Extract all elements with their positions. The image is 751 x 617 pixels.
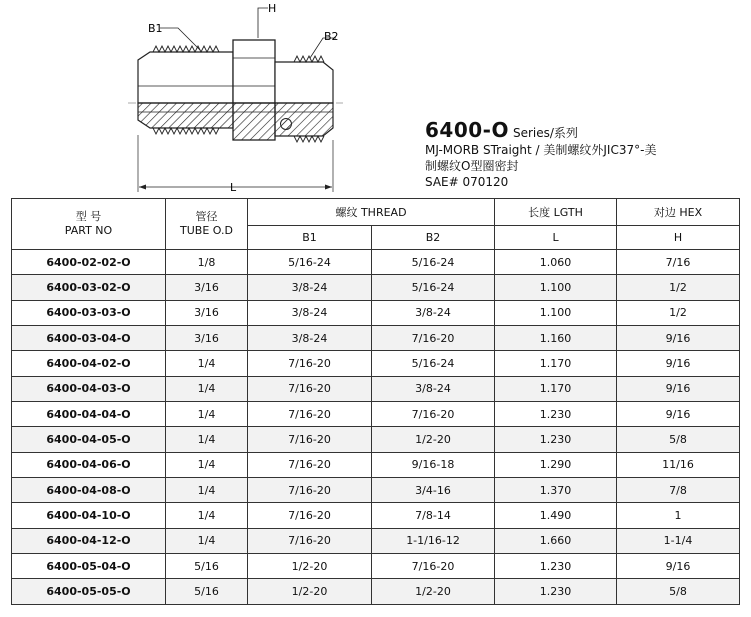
table-row (12, 250, 740, 275)
hex-cell: 1 (617, 503, 740, 528)
hex-cell: 1/2 (617, 300, 740, 325)
header-b1: B1 (248, 226, 372, 250)
b1-thread-cell: 1/2-20 (248, 554, 372, 579)
length-cell: 1.660 (495, 528, 617, 553)
h-leader (258, 8, 268, 38)
series-heading (425, 118, 735, 142)
b2-thread-cell: 1/2-20 (372, 427, 495, 452)
spec-table-body (12, 250, 740, 605)
tube-od-cell: 1/8 (166, 250, 248, 275)
part-no-cell: 6400-03-04-O (12, 326, 166, 351)
hex-cell: 11/16 (617, 452, 740, 477)
b2-thread-cell: 5/16-24 (372, 275, 495, 300)
part-no-cell: 6400-05-04-O (12, 554, 166, 579)
b1-thread-cell: 3/8-24 (248, 275, 372, 300)
b2-label: B2 (324, 30, 339, 43)
hex-cell: 1/2 (617, 275, 740, 300)
b2-thread-cell: 7/16-20 (372, 554, 495, 579)
table-row (12, 326, 740, 351)
b1-thread-teeth-upper (153, 46, 219, 52)
part-no-cell: 6400-04-06-O (12, 452, 166, 477)
b1-thread-cell: 3/8-24 (248, 300, 372, 325)
table-row (12, 275, 740, 300)
header-part-no (12, 199, 166, 250)
length-cell: 1.370 (495, 478, 617, 503)
b1-thread-cell: 7/16-20 (248, 452, 372, 477)
b2-thread-body (275, 62, 333, 103)
length-cell: 1.230 (495, 427, 617, 452)
b2-thread-cell: 9/16-18 (372, 452, 495, 477)
l-arrow-left (139, 185, 146, 190)
table-row (12, 528, 740, 553)
tube-od-cell: 3/16 (166, 275, 248, 300)
part-no-cell: 6400-04-03-O (12, 376, 166, 401)
b1-thread-teeth-lower (153, 128, 219, 134)
table-row (12, 478, 740, 503)
table-row (12, 452, 740, 477)
b2-thread-cell: 1-1/16-12 (372, 528, 495, 553)
header-part-no-en: PART NO (64, 224, 113, 237)
part-no-cell: 6400-04-10-O (12, 503, 166, 528)
part-no-cell: 6400-03-03-O (12, 300, 166, 325)
length-cell: 1.290 (495, 452, 617, 477)
tube-od-cell: 1/4 (166, 402, 248, 427)
table-row (12, 402, 740, 427)
b1-thread-section (138, 103, 233, 128)
b2-thread-cell: 1/2-20 (372, 579, 495, 604)
b2-thread-cell: 3/4-16 (372, 478, 495, 503)
b2-thread-cell: 7/16-20 (372, 402, 495, 427)
part-no-cell: 6400-05-05-O (12, 579, 166, 604)
part-no-cell: 6400-04-04-O (12, 402, 166, 427)
b2-thread-cell: 7/16-20 (372, 326, 495, 351)
tube-od-cell: 5/16 (166, 554, 248, 579)
hex-cell: 9/16 (617, 402, 740, 427)
header-tube (166, 199, 248, 250)
length-cell: 1.230 (495, 579, 617, 604)
b1-thread-cell: 7/16-20 (248, 376, 372, 401)
table-row (12, 300, 740, 325)
header-thread: 螺纹 THREAD (248, 199, 495, 226)
hex-cell: 9/16 (617, 376, 740, 401)
hex-cell: 1-1/4 (617, 528, 740, 553)
header-b2: B2 (372, 226, 495, 250)
header-l: L (495, 226, 617, 250)
b2-thread-cell: 3/8-24 (372, 300, 495, 325)
length-cell: 1.490 (495, 503, 617, 528)
part-no-cell: 6400-03-02-O (12, 275, 166, 300)
b1-thread-cell: 7/16-20 (248, 478, 372, 503)
tube-od-cell: 1/4 (166, 452, 248, 477)
b1-thread-cell: 7/16-20 (248, 503, 372, 528)
l-label: L (230, 181, 237, 194)
table-row (12, 351, 740, 376)
b2-thread-cell: 5/16-24 (372, 250, 495, 275)
b2-thread-cell: 3/8-24 (372, 376, 495, 401)
tube-od-cell: 1/4 (166, 427, 248, 452)
series-code: 6400-O (425, 118, 509, 142)
length-cell: 1.170 (495, 351, 617, 376)
b1-thread-cell: 7/16-20 (248, 427, 372, 452)
hex-cell: 7/8 (617, 478, 740, 503)
length-cell: 1.230 (495, 402, 617, 427)
b1-thread-cell: 7/16-20 (248, 528, 372, 553)
table-row (12, 503, 740, 528)
part-no-cell: 6400-04-08-O (12, 478, 166, 503)
length-cell: 1.160 (495, 326, 617, 351)
tube-od-cell: 3/16 (166, 326, 248, 351)
length-cell: 1.170 (495, 376, 617, 401)
b1-thread-cell: 7/16-20 (248, 402, 372, 427)
hex-cell: 5/8 (617, 427, 740, 452)
header-length: 长度 LGTH (495, 199, 617, 226)
hex-cell: 9/16 (617, 326, 740, 351)
header-tube-cn: 管径 (195, 210, 218, 223)
hex-body (233, 40, 275, 103)
tube-od-cell: 5/16 (166, 579, 248, 604)
product-title-block (425, 118, 735, 190)
header-part-no-cn: 型 号 (75, 210, 102, 223)
b1-thread-cell: 7/16-20 (248, 351, 372, 376)
sae-number: SAE# 070120 (425, 175, 509, 189)
tube-od-cell: 1/4 (166, 376, 248, 401)
table-row (12, 376, 740, 401)
b1-thread-cell: 1/2-20 (248, 579, 372, 604)
b1-label: B1 (148, 22, 163, 35)
l-arrow-right (325, 185, 332, 190)
part-no-cell: 6400-04-12-O (12, 528, 166, 553)
hex-cell: 9/16 (617, 554, 740, 579)
b2-thread-cell: 7/8-14 (372, 503, 495, 528)
length-cell: 1.230 (495, 554, 617, 579)
tube-od-cell: 1/4 (166, 478, 248, 503)
header-hex: 对边 HEX (617, 199, 740, 226)
table-row (12, 554, 740, 579)
b1-thread-cell: 5/16-24 (248, 250, 372, 275)
b2-thread-teeth-lower (294, 136, 324, 142)
table-row (12, 579, 740, 604)
fitting-drawing (118, 0, 358, 200)
series-suffix: Series/系列 (512, 126, 578, 140)
b2-thread-section (275, 103, 333, 136)
spec-table (11, 198, 740, 605)
header-h: H (617, 226, 740, 250)
b2-thread-cell: 5/16-24 (372, 351, 495, 376)
hex-cell: 9/16 (617, 351, 740, 376)
part-no-cell: 6400-04-05-O (12, 427, 166, 452)
length-cell: 1.060 (495, 250, 617, 275)
tube-od-cell: 1/4 (166, 503, 248, 528)
product-description-line1: MJ-MORB STraight / 美制螺纹外JIC37°-美 (425, 143, 657, 157)
part-no-cell: 6400-02-02-O (12, 250, 166, 275)
h-label: H (268, 2, 277, 15)
table-row (12, 427, 740, 452)
hex-cell: 7/16 (617, 250, 740, 275)
b1-thread-cell: 3/8-24 (248, 326, 372, 351)
tube-od-cell: 3/16 (166, 300, 248, 325)
header-tube-en: TUBE O.D (180, 224, 233, 237)
length-cell: 1.100 (495, 275, 617, 300)
hex-cell: 5/8 (617, 579, 740, 604)
hex-section (233, 103, 275, 140)
part-no-cell: 6400-04-02-O (12, 351, 166, 376)
product-description-line2: 制螺纹O型圈密封 (425, 159, 519, 173)
b1-thread-body (138, 52, 233, 103)
b2-thread-teeth-upper (294, 56, 324, 62)
tube-od-cell: 1/4 (166, 351, 248, 376)
length-cell: 1.100 (495, 300, 617, 325)
tube-od-cell: 1/4 (166, 528, 248, 553)
